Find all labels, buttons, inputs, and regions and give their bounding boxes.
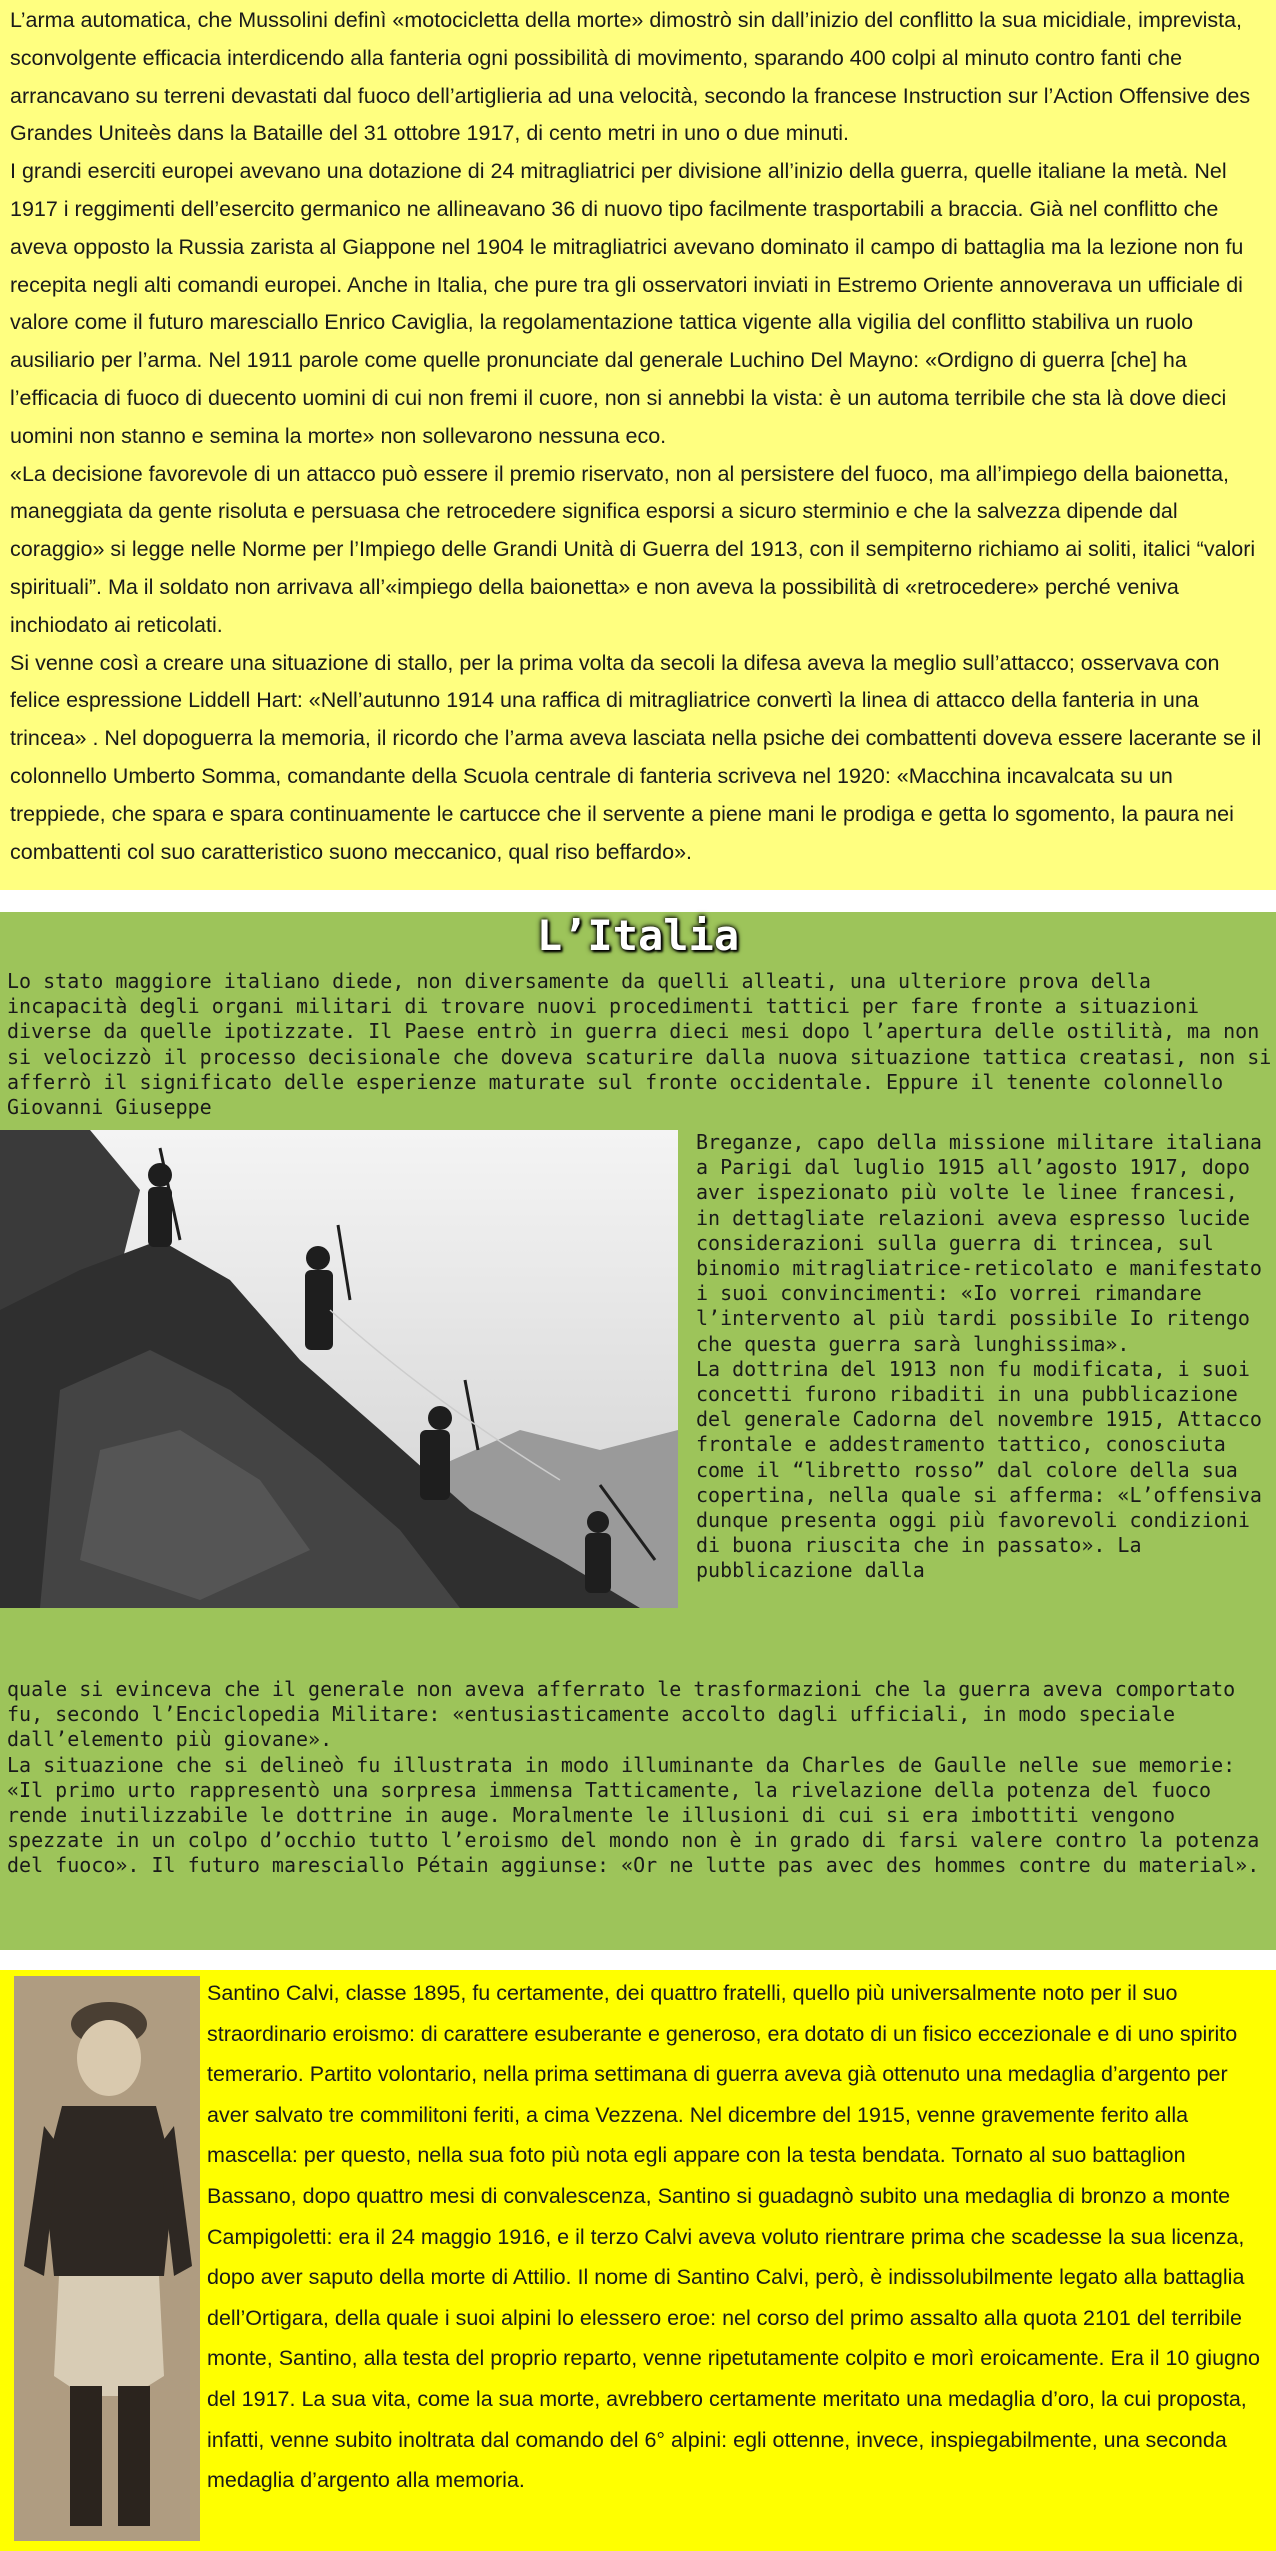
paragraph: Santino Calvi, classe 1895, fu certamente, dei quattro fratelli, quello più universalmente noto per il suo straordinario eroismo: di carattere esuberante e generoso, era dotato di un fisico eccezionale e di uno spirito temerario. Partito volontario, nella prima settimana di guerra aveva già ottenuto una medaglia d’argento per aver salvato tre commilitoni feriti, a cima Vezzena. Nel dicembre del 1915, venne gravemente ferito alla mascella: per questo, nella sua foto più nota egli appare con la testa bendata. Tornato al suo battaglion Bassano, dopo quattro mesi di convalescenza, Santino si guadagnò subito una medaglia di bronzo a monte Campigoletti: era il 24 maggio 1916, e il terzo Calvi aveva voluto rientrare prima che scadesse la sua licenza, dopo aver saputo della morte di Attilio. Il nome di Santino Calvi, però, è indissolubilmente legato alla battaglia dell’Ortigara, della quale i suoi alpini lo elessero eroe: nel corso del primo assalto alla quota 2101 del terribile monte, Santino, alla testa del proprio reparto, venne ripetutamente colpito e morì eroicamente. Era il 10 giugno del 1917. La sua vita, come la sua morte, avrebbero certamente meritato una medaglia d’oro, la cui proposta, infatti, venne subito inoltrata dal comando del 6° alpini: egli ottenne, invece, inspiegabilmente, una seconda medaglia d’argento alla memoria.	[207, 1981, 1260, 2493]
paragraph: Lo stato maggiore italiano diede, non diversamente da quelli alleati, una ulteriore prova della incapacità degli organi militari di trovare nuovi procedimenti tattici per fare fronte a situazioni diverse da quelle ipotizzate. Il Paese entrò in guerra dieci mesi dopo l’apertura delle ostilità, ma non si velocizzò il processo decisionale che doveva scaturire dalla nuova situazione tattica creatasi, non si afferrò il significato delle esperienze maturate sul fronte occidentale. Eppure il tenente colonnello Giovanni Giuseppe	[7, 969, 1272, 1120]
paragraph: Breganze, capo della missione militare italiana a Parigi dal luglio 1915 all’agosto 1917, dopo aver ispezionato più volte le linee francesi, in dettagliate relazioni aveva espresso lucide considerazioni sulla guerra di trincea, sul binomio mitragliatrice-reticolato e manifestato i suoi convincimenti: «Io vorrei rimandare l’intervento al più tardi possibile Io ritengo che questa guerra sarà lunghissima».	[696, 1130, 1262, 1356]
paragraph: L’arma automatica, che Mussolini definì «motocicletta della morte» dimostrò sin dall’inizio del conflitto la sua micidiale, imprevista, sconvolgente efficacia interdicendo alla fanteria ogni possibilità di movimento, sparando 400 colpi al minuto contro fanti che arrancavano su terreni devastati dal fuoco dell’artiglieria ad una velocità, secondo la francese Instruction sur l’Action Offensive des Grandes Uniteès dans la Bataille del 31 ottobre 1917, di cento metri in uno o due minuti.	[10, 8, 1251, 146]
santino-calvi-portrait-photo	[14, 1976, 200, 2541]
santino-calvi-section	[0, 1970, 1276, 2551]
italia-section	[0, 912, 1276, 1950]
paragraph: I grandi eserciti europei avevano una dotazione di 24 mitragliatrici per divisione all’inizio della guerra, quelle italiane la metà. Nel 1917 i reggimenti dell’esercito germanico ne allineavano 36 di nuovo tipo facilmente trasportabili a braccia. Già nel conflitto che aveva opposto la Russia zarista al Giappone nel 1904 le mitragliatrici avevano dominato il campo di battaglia ma la lezione non fu recepita negli alti comandi europei. Anche in Italia, che pure tra gli osservatori inviati in Estremo Oriente annoverava un ufficiale di valore come il futuro maresciallo Enrico Caviglia, la regolamentazione tattica vigente alla vigilia del conflitto stabiliva un ruolo ausiliario per l’arma. Nel 1911 parole come quelle pronunciate dal generale Luchino Del Mayno: «Ordigno di guerra [che] ha l’efficacia di fuoco di duecento uomini di cui non fremi il cuore, non si annebbi la vista: è un automa terribile che sta là dove dieci uomini non stanno e semina la morte» non sollevarono nessuna eco.	[10, 159, 1244, 448]
section3-text	[207, 1973, 1271, 2501]
section2-right-text	[696, 1130, 1271, 1584]
section-title: L’Italia	[536, 911, 740, 960]
paragraph: La situazione che si delineò fu illustrata in modo illuminante da Charles de Gaulle nelle sue memorie: «Il primo urto rappresentò una sorpresa immensa Tatticamente, la rivelazione della potenza del fuoco rende inutilizzabile le dottrine in auge. Moralmente le illusioni di cui si era imbottiti vengono spezzate in un colpo d’occhio tutto l’eroismo del mondo non è in grado di farsi valere contro la potenza del fuoco». Il futuro maresciallo Pétain aggiunse: «Or ne lutte pas avec des hommes contre du material».	[7, 1752, 1260, 1878]
section1-text	[10, 2, 1270, 871]
alpine-soldiers-climbing-photo	[0, 1130, 678, 1608]
paragraph: «La decisione favorevole di un attacco può essere il premio riservato, non al persistere del fuoco, ma all’impiego della baionetta, maneggiata da gente risoluta e persuasa che retrocedere significa esporsi a sicuro sterminio e che la salvezza dipende dal coraggio» si legge nelle Norme per l’Impiego delle Grandi Unità di Guerra del 1913, con il sempiterno richiamo ai soliti, italici “valori spirituali”. Ma il soldato non arrivava all’«impiego della baionetta» e non aveva la possibilità di «retrocedere» perché veniva inchiodato ai reticolati.	[10, 461, 1256, 637]
machine-gun-text-section	[0, 0, 1276, 890]
paragraph: quale si evinceva che il generale non aveva afferrato le trasformazioni che la guerra aveva comportato fu, secondo l’Enciclopedia Militare: «entusiasticamente accolto dagli ufficiali, in modo speciale dall’elemento più giovane».	[7, 1677, 1236, 1752]
paragraph: Si venne così a creare una situazione di stallo, per la prima volta da secoli la difesa aveva la meglio sull’attacco; osservava con felice espressione Liddell Hart: «Nell’autunno 1914 una raffica di mitragliatrice convertì la linea di attacco della fanteria in una trincea» . Nel dopoguerra la memoria, il ricordo che l’arma aveva lasciata nella psiche dei combattenti doveva essere lacerante se il colonnello Umberto Somma, comandante della Scuola centrale di fanteria scriveva nel 1920: «Macchina incavalcata su un treppiede, che spara e spara continuamente le cartucce che il servente a piene mani le prodiga e getta lo sgomento, la paura nei combattenti col suo caratteristico suono meccanico, qual riso beffardo».	[10, 650, 1262, 864]
paragraph: La dottrina del 1913 non fu modificata, i suoi concetti furono ribaditi in una pubblicazione del generale Cadorna del novembre 1915, Attacco frontale e addestramento tattico, conosciuta come il “libretto rosso” dal colore della sua copertina, nella quale si afferma: «L’offensiva dunque presenta oggi più favorevoli condizioni di buona riuscita che in passato». La pubblicazione dalla	[696, 1356, 1262, 1583]
section2-bottom-text	[7, 1677, 1272, 1879]
section2-intro-text	[7, 969, 1272, 1120]
